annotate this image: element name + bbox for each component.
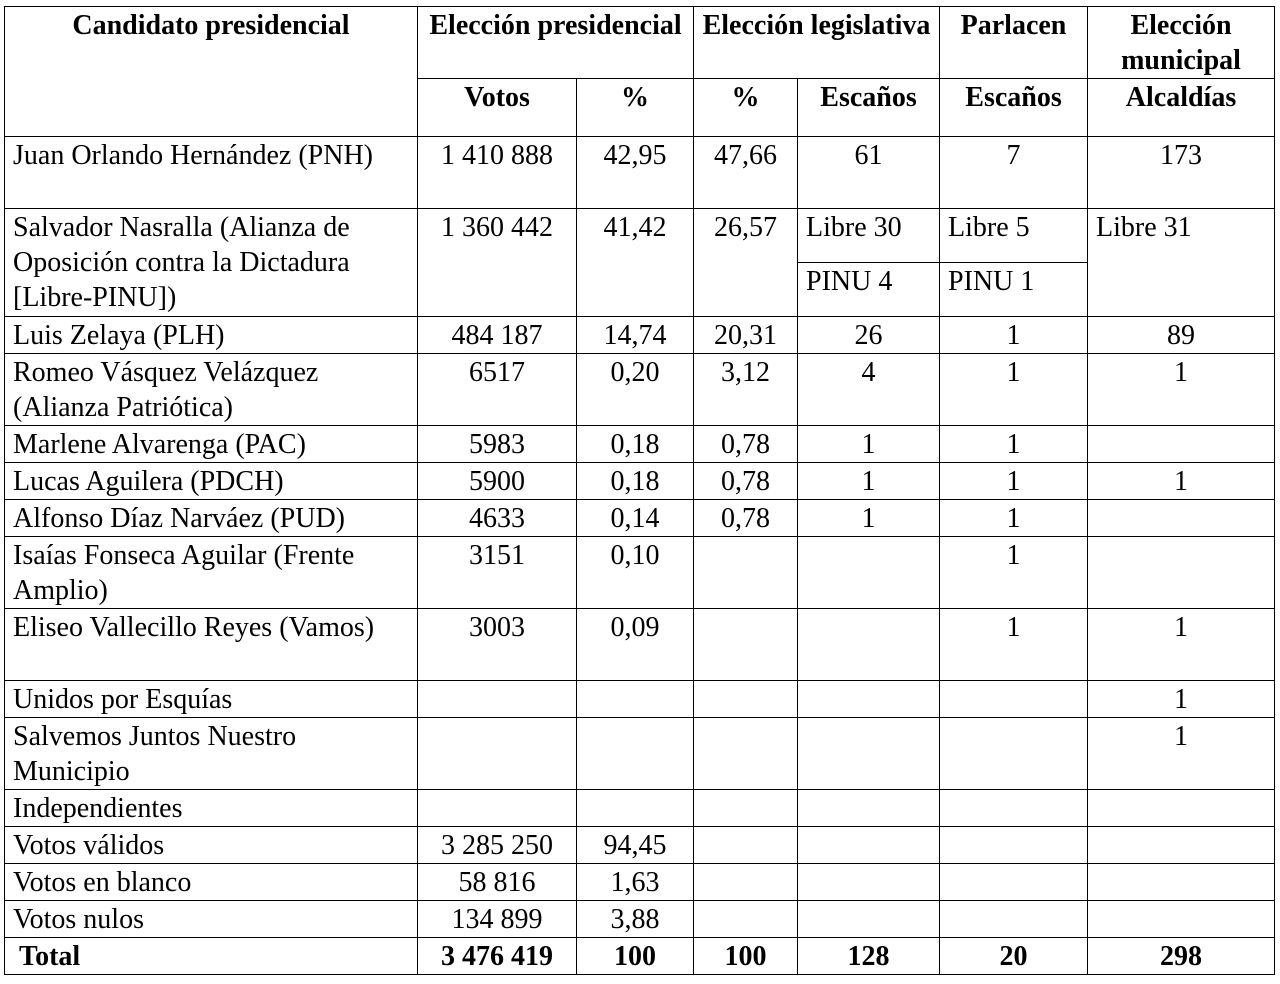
mayors-count: 1 <box>1088 463 1275 500</box>
candidate-name: Romeo Vásquez Velázquez (Alianza Patriótica) <box>5 354 418 426</box>
presidential-pct: 0,10 <box>577 537 694 609</box>
presidential-pct: 41,42 <box>577 209 694 317</box>
parlacen-seats: 1 <box>940 537 1088 609</box>
presidential-votes: 5900 <box>418 463 577 500</box>
presidential-pct: 42,95 <box>577 137 694 209</box>
parlacen-seats: 1 <box>940 463 1088 500</box>
legislative-seats <box>798 827 940 864</box>
legislative-seats <box>798 718 940 790</box>
presidential-votes: 134 899 <box>418 901 577 938</box>
presidential-votes: 4633 <box>418 500 577 537</box>
total-label: Total <box>5 938 418 975</box>
presidential-pct: 0,18 <box>577 426 694 463</box>
candidate-name: Votos en blanco <box>5 864 418 901</box>
presidential-pct: 0,20 <box>577 354 694 426</box>
table-row <box>5 790 1275 827</box>
legislative-pct: 26,57 <box>694 209 798 317</box>
legislative-seats <box>798 609 940 681</box>
presidential-votes: 3003 <box>418 609 577 681</box>
legislative-pct <box>694 864 798 901</box>
presidential-votes: 5983 <box>418 426 577 463</box>
parlacen-seats: 1 <box>940 426 1088 463</box>
parlacen-seats: 1 <box>940 354 1088 426</box>
table-row <box>5 681 1275 718</box>
header-seats-legislative: Escaños <box>798 79 940 137</box>
legislative-pct <box>694 790 798 827</box>
header-municipal: Elección municipal <box>1088 7 1275 79</box>
candidate-name: Lucas Aguilera (PDCH) <box>5 463 418 500</box>
header-presidential: Elección presidencial <box>418 7 694 79</box>
mayors-count: 1 <box>1088 354 1275 426</box>
total-legislative-seats: 128 <box>798 938 940 975</box>
table-row <box>5 137 1275 209</box>
candidate-name: Eliseo Vallecillo Reyes (Vamos) <box>5 609 418 681</box>
legislative-seats <box>798 681 940 718</box>
mayors-count: 1 <box>1088 718 1275 790</box>
legislative-seats: 61 <box>798 137 940 209</box>
legislative-seats: 1 <box>798 500 940 537</box>
legislative-seats: 1 <box>798 426 940 463</box>
presidential-votes: 484 187 <box>418 317 577 354</box>
parlacen-seats <box>940 718 1088 790</box>
legislative-pct <box>694 827 798 864</box>
candidate-name: Alfonso Díaz Narváez (PUD) <box>5 500 418 537</box>
header-votes: Votos <box>418 79 577 137</box>
legislative-pct: 47,66 <box>694 137 798 209</box>
presidential-votes: 3151 <box>418 537 577 609</box>
candidate-name: Independientes <box>5 790 418 827</box>
mayors-count: 173 <box>1088 137 1275 209</box>
legislative-pct <box>694 681 798 718</box>
mayors-count: 1 <box>1088 609 1275 681</box>
candidate-name: Unidos por Esquías <box>5 681 418 718</box>
legislative-seats: 1 <box>798 463 940 500</box>
presidential-votes <box>418 681 577 718</box>
presidential-pct <box>577 681 694 718</box>
header-row-top <box>5 7 1275 79</box>
mayors-count: Libre 31 <box>1088 209 1275 317</box>
total-presidential-pct: 100 <box>577 938 694 975</box>
legislative-seats <box>798 790 940 827</box>
table-row <box>5 609 1275 681</box>
presidential-votes: 1 360 442 <box>418 209 577 317</box>
header-candidate: Candidato presidencial <box>5 7 418 137</box>
table-row <box>5 426 1275 463</box>
table-row <box>5 827 1275 864</box>
table-row <box>5 209 1275 263</box>
total-mayors: 298 <box>1088 938 1275 975</box>
candidate-name: Juan Orlando Hernández (PNH) <box>5 137 418 209</box>
candidate-name: Votos nulos <box>5 901 418 938</box>
table-row <box>5 901 1275 938</box>
mayors-count <box>1088 827 1275 864</box>
header-seats-parlacen: Escaños <box>940 79 1088 137</box>
presidential-votes: 3 285 250 <box>418 827 577 864</box>
legislative-seats <box>798 864 940 901</box>
legislative-seats <box>798 901 940 938</box>
presidential-pct: 14,74 <box>577 317 694 354</box>
legislative-seats: 26 <box>798 317 940 354</box>
presidential-pct: 3,88 <box>577 901 694 938</box>
total-legislative-pct: 100 <box>694 938 798 975</box>
election-results-table <box>4 6 1275 975</box>
header-mayors: Alcaldías <box>1088 79 1275 137</box>
mayors-count: 89 <box>1088 317 1275 354</box>
parlacen-seats <box>940 901 1088 938</box>
header-legislative: Elección legislativa <box>694 7 940 79</box>
legislative-pct <box>694 537 798 609</box>
parlacen-seats <box>940 681 1088 718</box>
header-parlacen: Parlacen <box>940 7 1088 79</box>
mayors-count <box>1088 500 1275 537</box>
candidate-name: Luis Zelaya (PLH) <box>5 317 418 354</box>
legislative-seats: 4 <box>798 354 940 426</box>
mayors-count <box>1088 537 1275 609</box>
mayors-count <box>1088 864 1275 901</box>
legislative-seats <box>798 537 940 609</box>
candidate-name: Votos válidos <box>5 827 418 864</box>
candidate-name: Marlene Alvarenga (PAC) <box>5 426 418 463</box>
candidate-name: Isaías Fonseca Aguilar (Frente Amplio) <box>5 537 418 609</box>
presidential-pct <box>577 718 694 790</box>
header-pct-legislative: % <box>694 79 798 137</box>
table-row <box>5 317 1275 354</box>
legislative-pct: 0,78 <box>694 500 798 537</box>
mayors-count <box>1088 901 1275 938</box>
presidential-votes: 1 410 888 <box>418 137 577 209</box>
legislative-pct: 0,78 <box>694 426 798 463</box>
total-presidential-votes: 3 476 419 <box>418 938 577 975</box>
table-row <box>5 463 1275 500</box>
presidential-pct: 94,45 <box>577 827 694 864</box>
mayors-count <box>1088 790 1275 827</box>
parlacen-seats <box>940 864 1088 901</box>
presidential-votes: 58 816 <box>418 864 577 901</box>
presidential-pct <box>577 790 694 827</box>
parlacen-seats: 1 <box>940 317 1088 354</box>
presidential-pct: 0,18 <box>577 463 694 500</box>
presidential-votes <box>418 718 577 790</box>
legislative-seats-libre: Libre 30 <box>798 209 940 263</box>
candidate-name: Salvador Nasralla (Alianza de Oposición contra la Dictadura [Libre-PINU]) <box>5 209 418 317</box>
table-row <box>5 718 1275 790</box>
mayors-count <box>1088 426 1275 463</box>
header-pct-presidential: % <box>577 79 694 137</box>
parlacen-seats: 7 <box>940 137 1088 209</box>
legislative-pct: 20,31 <box>694 317 798 354</box>
parlacen-seats <box>940 790 1088 827</box>
presidential-pct: 0,09 <box>577 609 694 681</box>
table-row <box>5 864 1275 901</box>
total-parlacen-seats: 20 <box>940 938 1088 975</box>
parlacen-seats: 1 <box>940 609 1088 681</box>
table-row <box>5 500 1275 537</box>
parlacen-seats <box>940 827 1088 864</box>
total-row <box>5 938 1275 975</box>
table-row <box>5 537 1275 609</box>
mayors-count: 1 <box>1088 681 1275 718</box>
parlacen-seats-pinu: PINU 1 <box>940 263 1088 317</box>
legislative-seats-pinu: PINU 4 <box>798 263 940 317</box>
legislative-pct <box>694 609 798 681</box>
presidential-votes <box>418 790 577 827</box>
legislative-pct <box>694 718 798 790</box>
presidential-pct: 0,14 <box>577 500 694 537</box>
presidential-votes: 6517 <box>418 354 577 426</box>
presidential-pct: 1,63 <box>577 864 694 901</box>
legislative-pct: 3,12 <box>694 354 798 426</box>
table-row <box>5 354 1275 426</box>
parlacen-seats-libre: Libre 5 <box>940 209 1088 263</box>
parlacen-seats: 1 <box>940 500 1088 537</box>
candidate-name: Salvemos Juntos Nuestro Municipio <box>5 718 418 790</box>
legislative-pct <box>694 901 798 938</box>
legislative-pct: 0,78 <box>694 463 798 500</box>
